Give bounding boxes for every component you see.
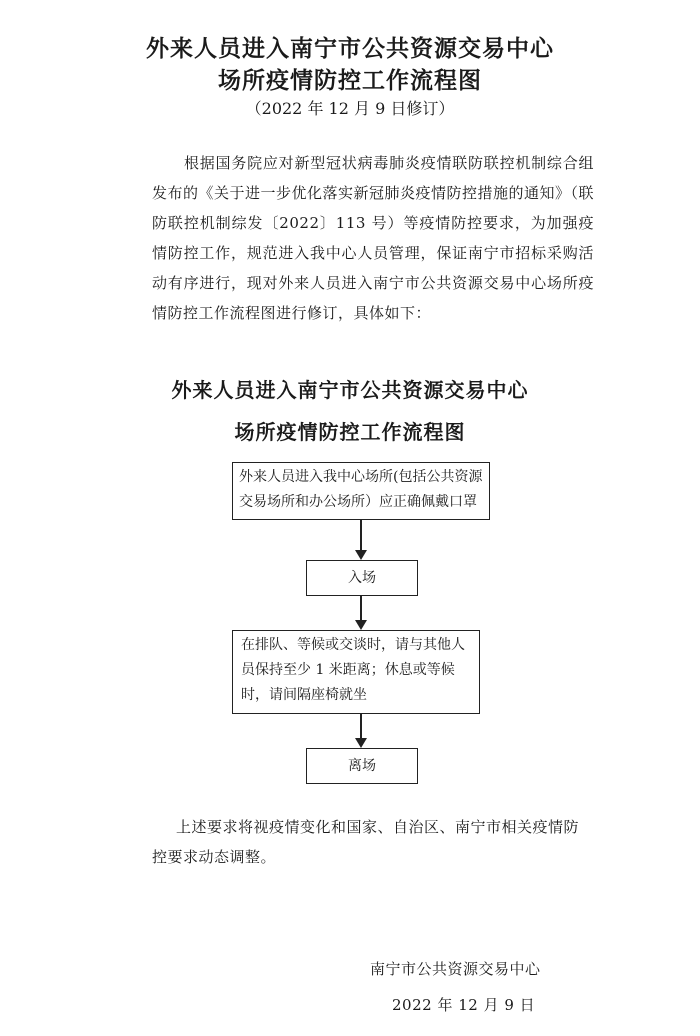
flowchart-title-line1: 外来人员进入南宁市公共资源交易中心	[171, 378, 529, 402]
flow-arrow-down-icon	[355, 620, 367, 630]
flow-step-keep-distance: 在排队、等候或交谈时，请与其他人员保持至少 1 米距离；休息或等候时，请间隔座椅就坐	[232, 630, 480, 714]
signature-date: 2022 年 12 月 9 日	[392, 996, 536, 1014]
intro-paragraph: 根据国务院应对新型冠状病毒肺炎疫情联防联控机制综合组发布的《关于进一步优化落实新冠肺炎疫情防控措施的通知》（联防联控机制综发〔2022〕113 号）等疫情防控要求，为加强疫情防控工作，规范进入我中心人员管理，保证南宁市招标采购活动有序进行，现对外来人员进入南宁市公共资源交易中心场所疫情防控工作流程图进行修订，具体如下：	[152, 154, 595, 322]
flow-arrow-line	[360, 596, 362, 622]
signature-organization: 南宁市公共资源交易中心	[370, 960, 541, 978]
revision-date: （2022 年 12 月 9 日修订）	[245, 99, 455, 118]
flow-step-enter-with-mask: 外来人员进入我中心场所(包括公共资源交易场所和办公场所）应正确佩戴口罩	[232, 462, 490, 520]
flow-arrow-down-icon	[355, 550, 367, 560]
document-title-line1: 外来人员进入南宁市公共资源交易中心	[146, 36, 554, 62]
flow-step-exit: 离场	[306, 748, 418, 784]
document-title-line2: 场所疫情防控工作流程图	[218, 68, 482, 94]
closing-paragraph: 上述要求将视疫情变化和国家、自治区、南宁市相关疫情防控要求动态调整。	[152, 818, 580, 866]
flow-arrow-line	[360, 520, 362, 552]
flowchart-title-line2: 场所疫情防控工作流程图	[234, 420, 466, 444]
flow-arrow-line	[360, 714, 362, 740]
flow-arrow-down-icon	[355, 738, 367, 748]
flow-step-entry: 入场	[306, 560, 418, 596]
